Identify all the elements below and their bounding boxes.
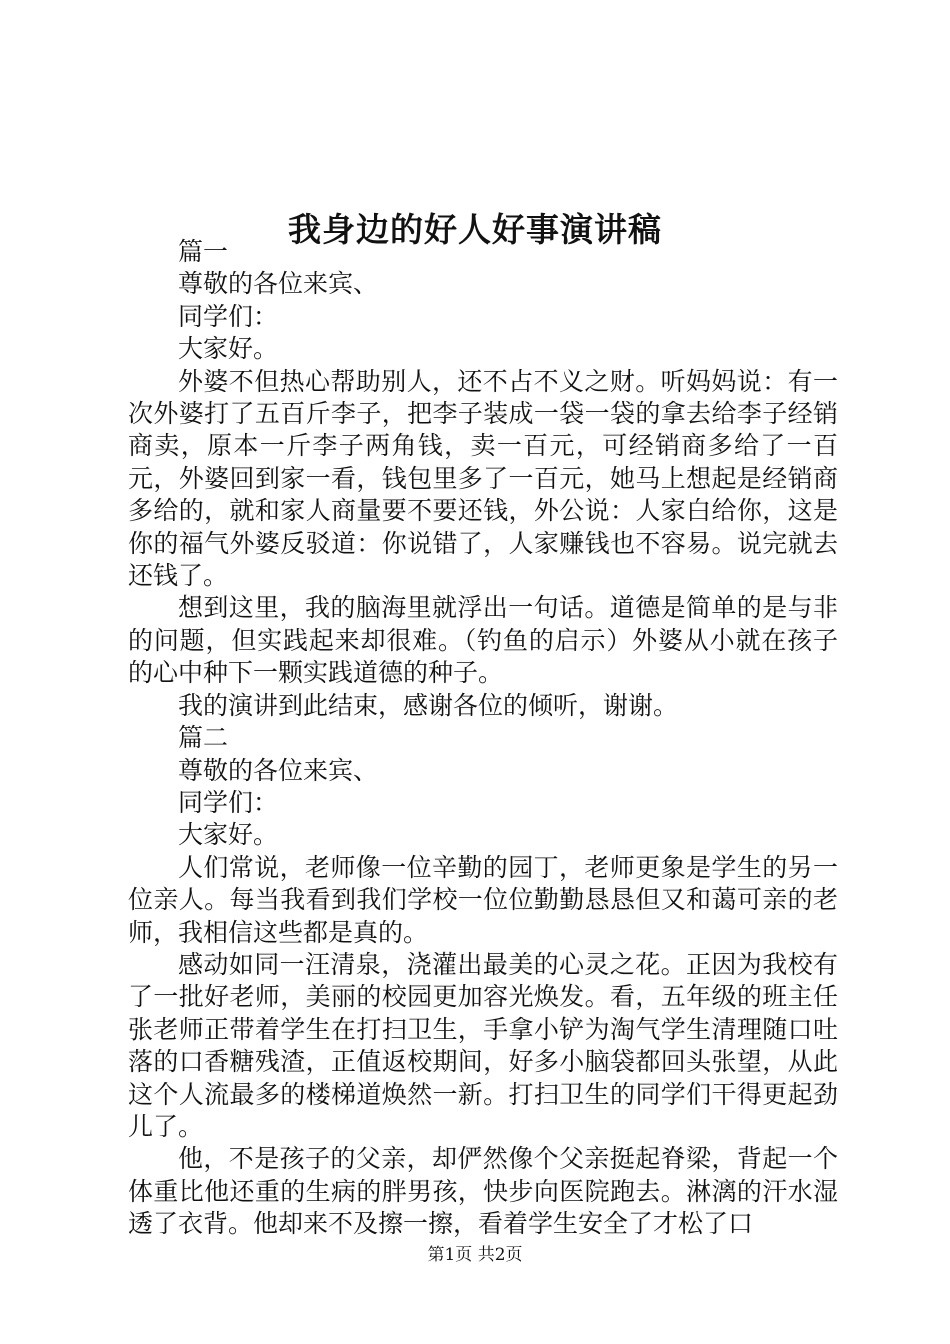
paragraph-salutation-students-2: 同学们： <box>178 787 279 817</box>
paragraph-teacher-gardener: 人们常说，老师像一位辛勤的园丁，老师更象是学生的另一位亲人。每当我看到我们学校一位位勤勤恳恳但又和蔼可亲的老师，我相信这些都是真的。 <box>128 852 838 947</box>
paragraph-salutation-guests-2: 尊敬的各位来宾、 <box>178 755 379 785</box>
document-title: 我身边的好人好事演讲稿 <box>288 210 662 250</box>
page-footer-indicator: 第1页 共2页 <box>427 1245 523 1265</box>
paragraph-grandmother-story: 外婆不但热心帮助别人，还不占不义之财。听妈妈说：有一次外婆打了五百斤李子，把李子装成一袋一袋的拿去给李子经销商卖，原本一斤李子两角钱，卖一百元，可经销商多给了一百元，外婆回到家一看，钱包里多了一百元，她马上想起是经销商多给的，就和家人商量要不要还钱，外公说：人家白给你，这是你的福气外婆反驳道：你说错了，人家赚钱也不容易。说完就去还钱了。 <box>128 366 838 591</box>
paragraph-salutation-guests-1: 尊敬的各位来宾、 <box>178 269 379 299</box>
paragraph-closing-1: 我的演讲到此结束，感谢各位的倾听，谢谢。 <box>178 690 679 720</box>
paragraph-teacher-carrying-student: 他，不是孩子的父亲，却俨然像个父亲挺起脊梁，背起一个体重比他还重的生病的胖男孩，快步向医院跑去。淋漓的汗水湿透了衣背。他却来不及擦一擦，看着学生安全了才松了口 <box>128 1144 838 1239</box>
paragraph-morality-reflection: 想到这里，我的脑海里就浮出一句话。道德是简单的是与非的问题，但实践起来却很难。（钓鱼的启示）外婆从小就在孩子的心中种下一颗实践道德的种子。 <box>128 593 838 688</box>
paragraph-teacher-cleaning: 感动如同一汪清泉，浇灌出最美的心灵之花。正因为我校有了一批好老师，美丽的校园更加容光焕发。看，五年级的班主任张老师正带着学生在打扫卫生，手拿小铲为淘气学生清理随口吐落的口香糖残渣，正值返校期间，好多小脑袋都回头张望，从此这个人流最多的楼梯道焕然一新。打扫卫生的同学们干得更起劲儿了。 <box>128 949 838 1141</box>
paragraph-salutation-students-1: 同学们： <box>178 301 279 331</box>
paragraph-greeting-2: 大家好。 <box>178 820 279 850</box>
paragraph-greeting-1: 大家好。 <box>178 334 279 364</box>
paragraph-section-heading-2: 篇二 <box>178 723 229 753</box>
paragraph-section-heading-1: 篇一 <box>178 237 229 266</box>
document-body <box>128 236 838 1241</box>
